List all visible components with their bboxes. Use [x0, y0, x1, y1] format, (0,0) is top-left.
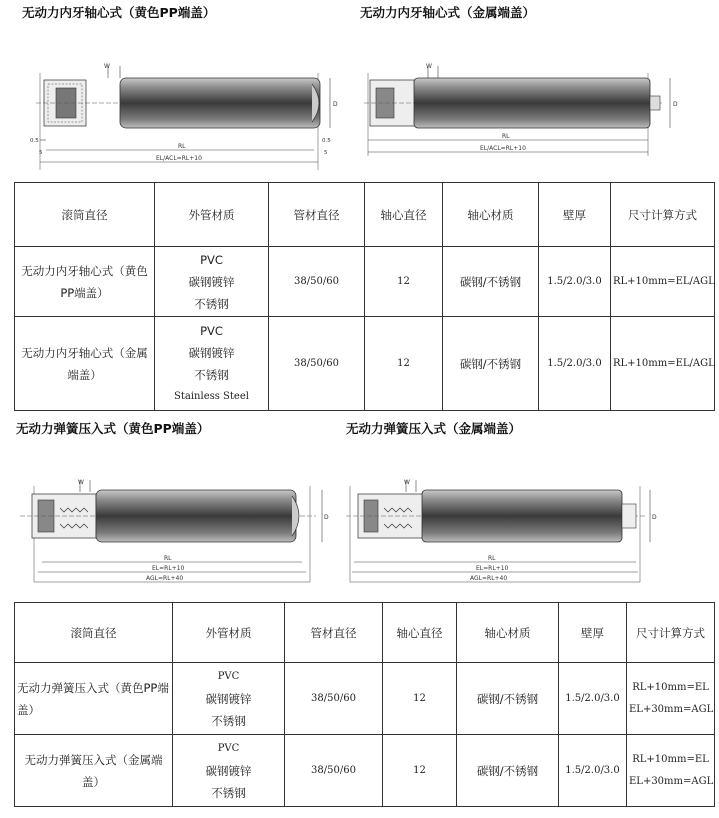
wall-thickness-cell: 1.5/2.0/3.0 — [539, 317, 611, 411]
dim-a-label: 0.5 — [30, 138, 39, 144]
roller-drawing-threaded-pp — [28, 58, 350, 178]
header-cell: 轴心材质 — [457, 603, 559, 663]
dim-c-label: 0.5 — [322, 138, 331, 144]
dim-b-label: 5 — [39, 150, 43, 156]
rl-label: RL — [164, 555, 172, 562]
header-cell: 滚筒直径 — [15, 183, 155, 247]
shaft-diameter-cell: 12 — [383, 735, 457, 807]
section1-title-left: 无动力内牙轴心式（黄色PP端盖） — [22, 5, 216, 20]
el-label: EL=RL+10 — [152, 565, 185, 572]
header-cell: 管材直径 — [269, 183, 365, 247]
shaft-diameter-cell: 12 — [365, 317, 443, 411]
roller-type-cell: 无动力内牙轴心式（黄色PP端盖） — [15, 247, 155, 317]
header-cell: 壁厚 — [539, 183, 611, 247]
shaft-diameter-cell: 12 — [365, 247, 443, 317]
calc-method-cell: RL+10mm=EL/AGL — [611, 317, 715, 411]
shaft-material-cell: 碳钢/不锈钢 — [457, 735, 559, 807]
el-label: EL/ACL=RL+10 — [156, 155, 202, 162]
material-cell: PVC 碳钢镀锌 不锈钢 — [173, 663, 285, 735]
d-label: D — [652, 514, 657, 521]
agl-label: AGL=RL+40 — [146, 575, 184, 582]
w-label: W — [404, 479, 410, 486]
tube-diameter-cell: 38/50/60 — [269, 317, 365, 411]
tube-diameter-cell: 38/50/60 — [285, 663, 383, 735]
calc-method-cell: RL+10mm=EL EL+30mm=AGL — [627, 735, 715, 807]
rl-label: RL — [502, 133, 510, 140]
material-cell: PVC 碳钢镀锌 不锈钢 — [155, 247, 269, 317]
header-cell: 轴心直径 — [383, 603, 457, 663]
el-label: EL/ACL=RL+10 — [480, 145, 526, 152]
w-label: W — [78, 479, 84, 486]
table-row — [15, 317, 715, 411]
tube-diameter-cell: 38/50/60 — [285, 735, 383, 807]
tube-diameter-cell: 38/50/60 — [269, 247, 365, 317]
material-cell: PVC 碳钢镀锌 不锈钢 — [173, 735, 285, 807]
d-label: D — [673, 101, 678, 108]
spec-table-spring — [14, 602, 715, 807]
el-label: EL=RL+10 — [476, 565, 509, 572]
spec-table-threaded — [14, 182, 715, 411]
w-label: W — [426, 63, 432, 70]
roller-type-cell: 无动力弹簧压入式（黄色PP端盖） — [15, 663, 173, 735]
roller-drawing-spring-metal — [346, 478, 662, 586]
table-header-row — [15, 603, 715, 663]
header-cell: 外管材质 — [173, 603, 285, 663]
rl-label: RL — [488, 555, 496, 562]
shaft-material-cell: 碳钢/不锈钢 — [443, 317, 539, 411]
shaft-material-cell: 碳钢/不锈钢 — [443, 247, 539, 317]
table-row — [15, 735, 715, 807]
roller-type-cell: 无动力弹簧压入式（金属端盖） — [15, 735, 173, 807]
header-cell: 尺寸计算方式 — [611, 183, 715, 247]
section2-title-right: 无动力弹簧压入式（金属端盖） — [346, 421, 522, 436]
shaft-material-cell: 碳钢/不锈钢 — [457, 663, 559, 735]
rl-label: RL — [178, 143, 186, 150]
shaft-diameter-cell: 12 — [383, 663, 457, 735]
d-label: D — [324, 514, 329, 521]
calc-method-cell: RL+10mm=EL EL+30mm=AGL — [627, 663, 715, 735]
roller-drawing-threaded-metal — [362, 58, 682, 162]
header-cell: 轴心材质 — [443, 183, 539, 247]
header-cell: 滚筒直径 — [15, 603, 173, 663]
table-row — [15, 247, 715, 317]
header-cell: 外管材质 — [155, 183, 269, 247]
header-cell: 壁厚 — [559, 603, 627, 663]
table-header-row — [15, 183, 715, 247]
header-cell: 管材直径 — [285, 603, 383, 663]
d-label: D — [333, 101, 338, 108]
header-cell: 轴心直径 — [365, 183, 443, 247]
dim-d-label: 5 — [324, 150, 328, 156]
section1-title-right: 无动力内牙轴心式（金属端盖） — [360, 5, 536, 20]
wall-thickness-cell: 1.5/2.0/3.0 — [559, 735, 627, 807]
wall-thickness-cell: 1.5/2.0/3.0 — [559, 663, 627, 735]
header-cell: 尺寸计算方式 — [627, 603, 715, 663]
material-cell: PVC 碳钢镀锌 不锈钢 Stainless Steel — [155, 317, 269, 411]
roller-type-cell: 无动力内牙轴心式（金属端盖） — [15, 317, 155, 411]
table-row — [15, 663, 715, 735]
calc-method-cell: RL+10mm=EL/AGL — [611, 247, 715, 317]
section2-title-left: 无动力弹簧压入式（黄色PP端盖） — [16, 421, 210, 436]
wall-thickness-cell: 1.5/2.0/3.0 — [539, 247, 611, 317]
agl-label: AGL=RL+40 — [470, 575, 508, 582]
w-label: W — [104, 63, 110, 70]
roller-drawing-spring-pp — [16, 478, 338, 586]
